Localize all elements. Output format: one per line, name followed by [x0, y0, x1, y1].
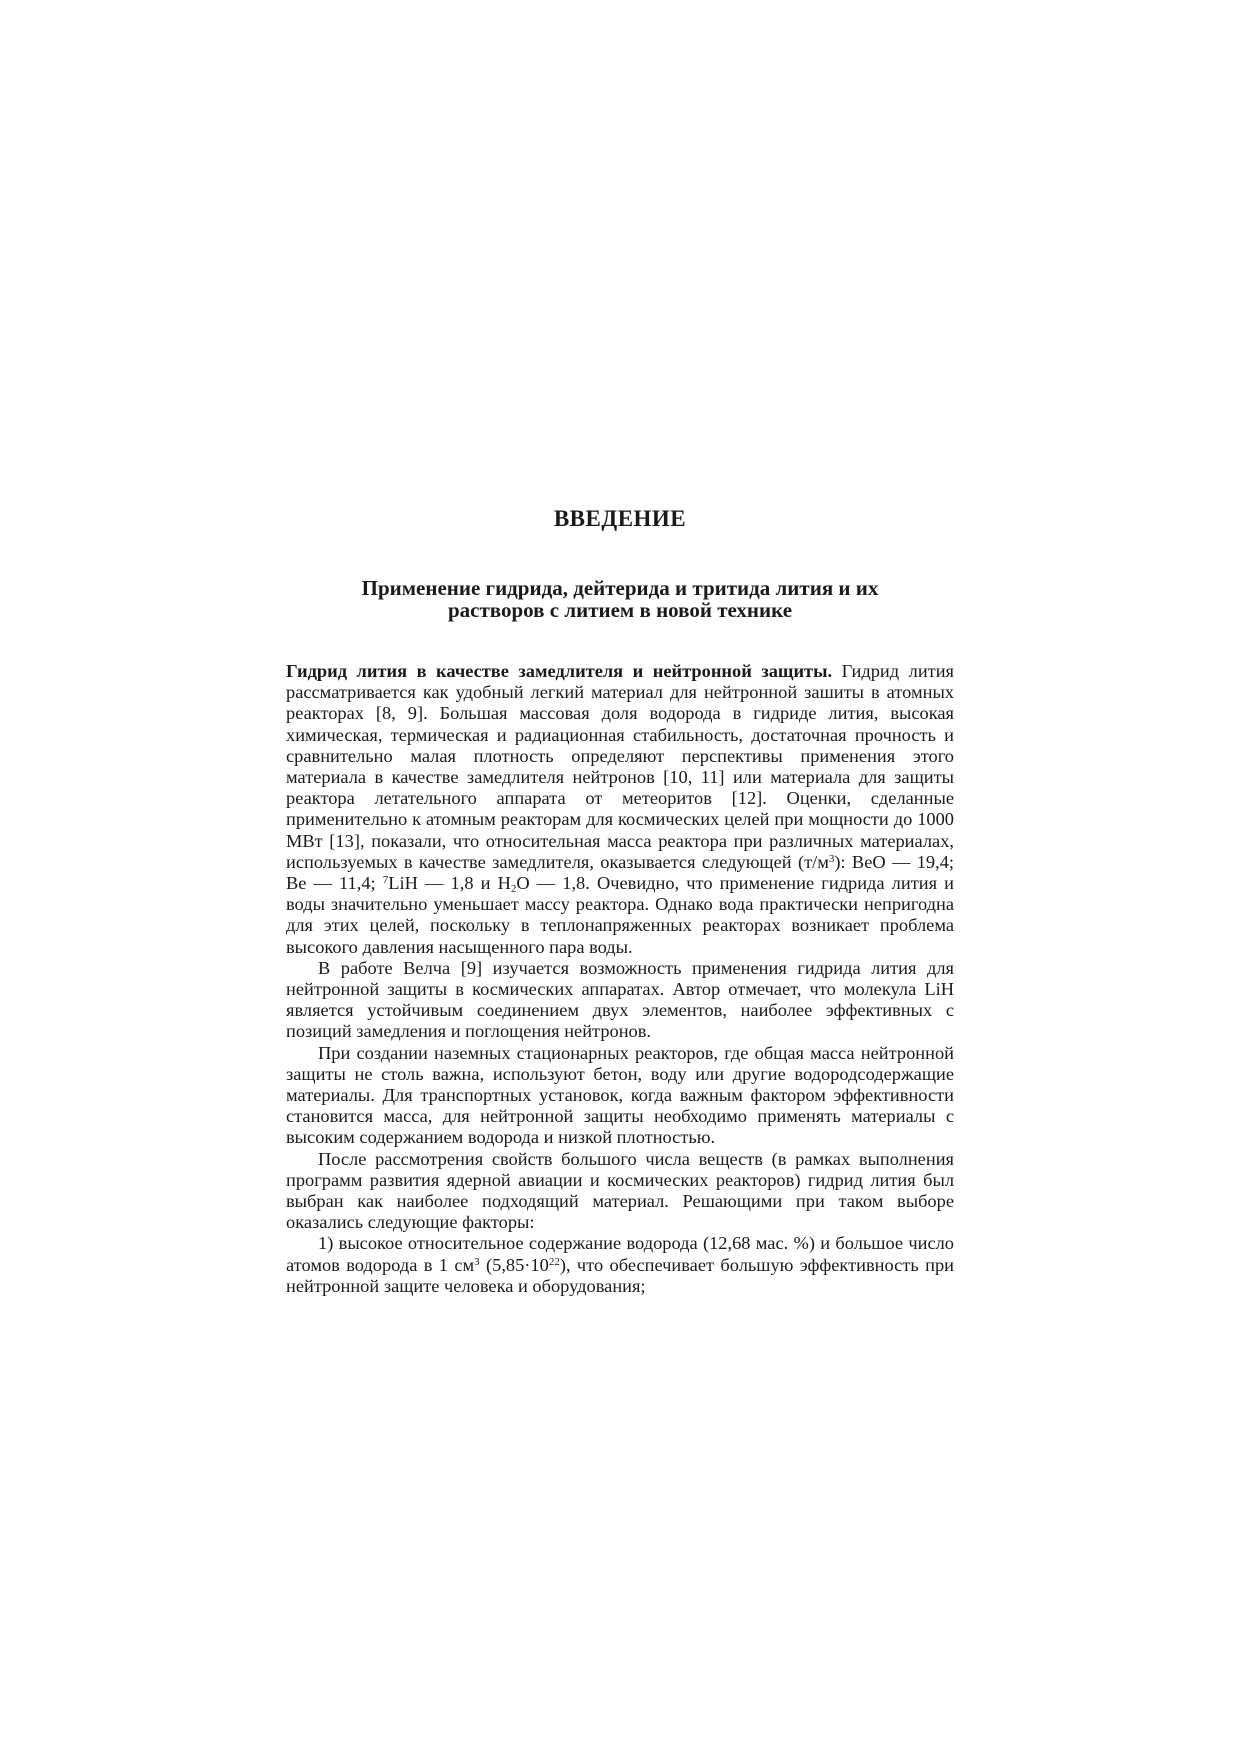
chapter-title: ВВЕДЕНИЕ [553, 506, 687, 531]
superscript-isotope: 7 [382, 874, 389, 887]
section-title-line-2: растворов с литием в новой технике [447, 598, 793, 622]
paragraph-5-text-a: 1) высокое относительное содержание водорода (12,68 мас. %) и большое число атомов водорода в 1 см [286, 1233, 954, 1275]
section-title-line-1: Применение гидрида, дейтерида и тритида лития и их [361, 576, 879, 600]
paragraph-1-text-b: ): BeO — 19,4; Be — 11,4; [286, 851, 954, 894]
page-content [286, 505, 954, 1297]
section-title [286, 577, 954, 621]
paragraph-5-text-b: (5,85·10 [479, 1254, 549, 1275]
paragraph-3: При создании наземных стационарных реакторов, где общая масса нейтронной защиты не столь важна, используют бетон, воду или другие водородсодержащие материалы. Для транспортных установок, когда важным фактором эффективности становится масса, для нейтронной защиты необходимо применять материалы с высоким содержанием водорода и низкой плотностью. [286, 1042, 954, 1148]
paragraph-1 [286, 661, 954, 958]
paragraph-1-text-d: O — 1,8. Очевидно, что применение гидрида лития и воды значительно уменьшает массу реактора. Однако вода практически непригодна для этих целей, поскольку в теплонапряженных реакторах возникает проблема высокого давления насыщенного пара воды. [286, 873, 954, 957]
paragraph-5-list-item [286, 1233, 954, 1297]
paragraph-lead-heading: Гидрид лития в качестве замедлителя и нейтронной защиты. [286, 661, 833, 681]
paragraph-1-text-a: Гидрид лития рассматривается как удобный легкий материал для нейтронной зашиты в атомных реакторах [8, 9]. Большая массовая доля водорода в гидриде лития, высокая химическая, термическая и радиационная стабильность, достаточная прочность и сравнительно малая плотность определяют перспективы применения этого материала в качестве замедлителя нейтронов [10, 11] или материала для защиты реактора летательного аппарата от метеоритов [12]. Оценки, сделанные применительно к атомным реакторам для космических целей при мощности до 1000 МВт [13], показали, что относительная масса реактора при различных материалах, используемых в качестве замедлителя, оказывается следующей (т/м [286, 661, 954, 872]
paragraph-2: В работе Велча [9] изучается возможность применения гидрида лития для нейтронной защиты в космических аппаратах. Автор отмечает, что молекула LiH является устойчивым соединением двух элементов, наиболее эффективных с позиций замедления и поглощения нейтронов. [286, 957, 954, 1042]
superscript-cube: 3 [828, 852, 835, 865]
superscript-cube: 3 [474, 1255, 480, 1268]
subscript-two: 2 [510, 883, 517, 896]
paragraph-5-text-c: ), что обеспечивает большую эффективность при нейтронной защите человека и оборудования; [286, 1254, 954, 1296]
superscript-exponent: 22 [548, 1255, 560, 1268]
paragraph-1-text-c: LiH — 1,8 и H [388, 873, 511, 894]
paragraph-4: После рассмотрения свойств большого числа веществ (в рамках выполнения программ развития ядерной авиации и космических реакторов) гидрид лития был выбран как наиболее подходящий материал. Решающими при таком выборе оказались следующие факторы: [286, 1148, 954, 1233]
